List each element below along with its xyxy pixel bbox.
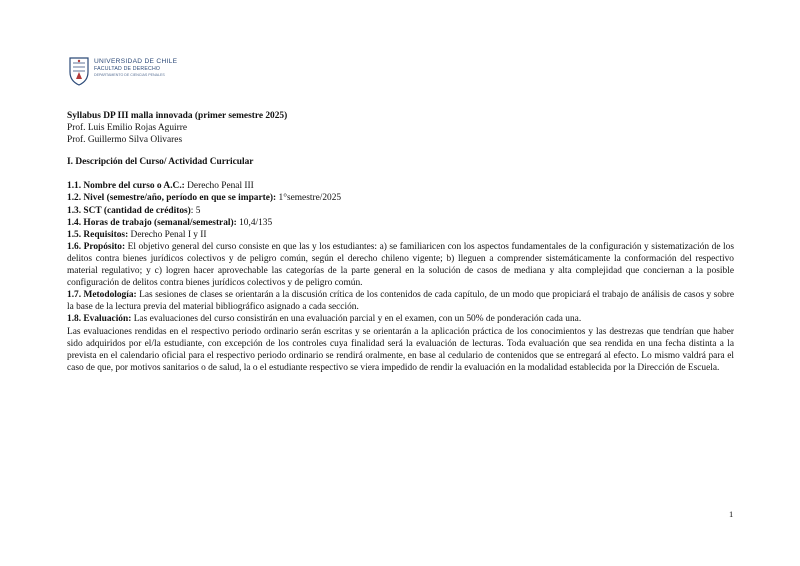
item-purpose: 1.6. Propósito: El objetivo general del curso consiste en que las y los estudiantes: a) se familiaricen con los aspectos fundamentales de la configuración y sistematización de los delitos contra bienes jurídicos colectivos y de peligro común, según el derecho chileno vigente; b) lleguen a comprender sistemáticamente la conformación del respectivo material regulativo; y c) logren hacer aprovechable las categorías de la parte general en la solución de casos de mediana y alta complejidad que conciernan a la posible configuración de delitos contra bienes jurídicos colectivos y de peligro común.	[67, 241, 734, 289]
item-requirements: 1.5. Requisitos: Derecho Penal I y II	[67, 229, 207, 240]
item-course-name: 1.1. Nombre del curso o A.C.: Derecho Penal III	[67, 181, 254, 192]
university-logo	[67, 55, 177, 93]
evaluation-paragraph: Las evaluaciones rendidas en el respectivo periodo ordinario serán escritas y se orientarán a la aplicación práctica de los conocimientos y las destrezas que tendrían que haber sido adquiridos por el/la estudiante, con excepción de los controles cuya finalidad será la evaluación de lecturas. Toda evaluación que sea rendida en una fecha distinta a la prevista en el calendario oficial para el respectivo periodo ordinario se rendirá oralmente, en base al cedulario de contenidos que se entregará al efecto. Lo mismo valdrá para el caso de que, por motivos sanitarios o de salud, la o el estudiante respectivo se viera impedido de rendir la evaluación en la modalidad establecida por la Dirección de Escuela.	[67, 326, 734, 373]
faculty-name: FACULTAD DE DERECHO	[94, 66, 161, 72]
item-credits: 1.3. SCT (cantidad de créditos): 5	[67, 205, 201, 216]
university-crest-icon	[67, 55, 91, 87]
syllabus-body	[67, 110, 734, 374]
syllabus-title: Syllabus DP III malla innovada (primer semestre 2025)	[67, 111, 288, 121]
item-methodology: 1.7. Metodología: Las sesiones de clases se orientarán a la discusión crítica de los contenidos de cada capítulo, de un modo que propiciará el trabajo de análisis de casos y sobre la base de la lectura previa del material bibliográfico asignado a cada sección.	[67, 290, 734, 313]
item-evaluation: 1.8. Evaluación: Las evaluaciones del curso consistirán en una evaluación parcial y en el examen, con un 50% de ponderación cada una.	[67, 314, 582, 325]
university-name: UNIVERSIDAD DE CHILE	[94, 58, 178, 65]
department-name: DEPARTAMENTO DE CIENCIAS PENALES	[94, 73, 165, 77]
section-heading: I. Descripción del Curso/ Actividad Curricular	[67, 157, 254, 168]
item-hours: 1.4. Horas de trabajo (semanal/semestral): 10,4/135	[67, 217, 273, 228]
professor-1: Prof. Luis Emilio Rojas Aguirre	[67, 123, 188, 134]
item-level: 1.2. Nivel (semestre/año, período en que se imparte): 1°semestre/2025	[67, 193, 342, 204]
page-number: 1	[729, 509, 734, 519]
professor-2: Prof. Guillermo Silva Olivares	[67, 135, 183, 146]
